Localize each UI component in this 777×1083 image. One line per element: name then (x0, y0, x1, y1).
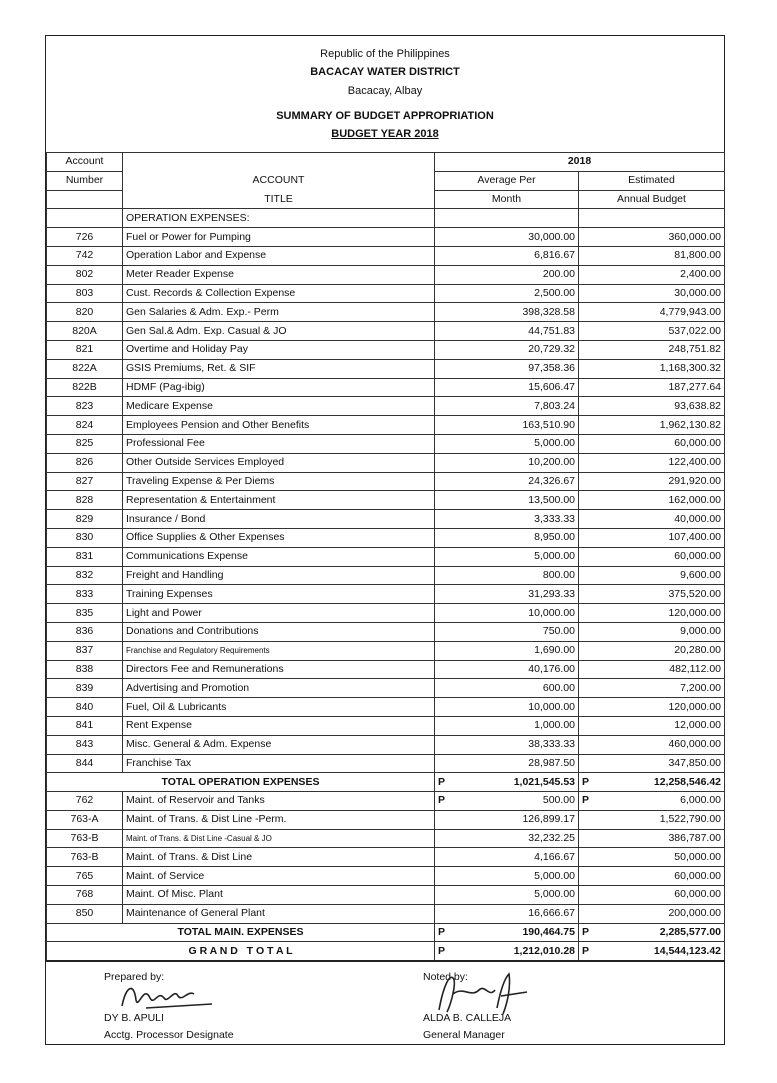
account-number: 828 (47, 491, 123, 510)
average-per-month: 600.00 (542, 681, 575, 694)
account-number: 726 (47, 228, 123, 247)
maintenance-row (47, 886, 725, 905)
budget-table (46, 152, 725, 962)
maintenance-row (47, 810, 725, 829)
annual-budget: 162,000.00 (668, 493, 722, 506)
average-per-month: 163,510.90 (522, 418, 575, 431)
account-title: GSIS Premiums, Ret. & SIF (123, 359, 435, 378)
account-number: 832 (47, 566, 123, 585)
account-number: 831 (47, 547, 123, 566)
annual-budget: 200,000.00 (668, 907, 722, 920)
account-number: 844 (47, 754, 123, 773)
account-title: Other Outside Services Employed (123, 453, 435, 472)
account-number: 840 (47, 698, 123, 717)
annual-budget: 1,962,130.82 (659, 418, 722, 431)
average-per-month: 20,729.32 (528, 343, 575, 356)
account-title: Communications Expense (123, 547, 435, 566)
average-per-month: 40,176.00 (528, 662, 575, 675)
account-title: Franchise Tax (123, 754, 435, 773)
average-per-month: 7,803.24 (534, 399, 575, 412)
account-number: 825 (47, 434, 123, 453)
average-per-month: 31,293.33 (528, 587, 575, 600)
annual-budget: 81,800.00 (674, 249, 722, 262)
account-number: 850 (47, 904, 123, 923)
account-title: Advertising and Promotion (123, 679, 435, 698)
operation-row (47, 472, 725, 491)
average-per-month: 32,232.25 (528, 832, 575, 845)
account-number: 768 (47, 886, 123, 905)
operation-row (47, 228, 725, 247)
prepared-signature-icon (116, 976, 226, 1014)
annual-budget: 291,920.00 (668, 474, 722, 487)
noted-by-label: Noted by: (423, 971, 468, 983)
account-title: Meter Reader Expense (123, 265, 435, 284)
average-per-month: 44,751.83 (528, 324, 575, 337)
annual-budget: 1,168,300.32 (659, 362, 722, 375)
total-maintenance-row-average: 190,464.75 (522, 926, 575, 939)
annual-budget: 12,000.00 (674, 719, 722, 732)
col-header-avg-1: Average Per (435, 171, 579, 190)
header-row-3 (47, 190, 725, 209)
operation-row (47, 679, 725, 698)
total-operation-row-annual: 12,258,546.42 (653, 775, 722, 788)
account-title: Gen Salaries & Adm. Exp.- Perm (123, 303, 435, 322)
annual-budget: 248,751.82 (668, 343, 722, 356)
operation-row (47, 604, 725, 623)
peso-mark: P (582, 775, 590, 788)
operation-row (47, 585, 725, 604)
account-number: 843 (47, 735, 123, 754)
prepared-by-position: Acctg. Processor Designate (104, 1029, 234, 1041)
average-per-month: 10,000.00 (528, 700, 575, 713)
grand-total-row (47, 942, 725, 961)
annual-budget: 187,277.64 (668, 380, 722, 393)
account-number: 820A (47, 322, 123, 341)
col-header-ann-2: Annual Budget (579, 190, 725, 209)
average-per-month: 28,987.50 (528, 756, 575, 769)
operation-row (47, 303, 725, 322)
operation-row (47, 265, 725, 284)
peso-mark: P (438, 926, 446, 939)
noted-by-name: ALDA B. CALLEJA (423, 1012, 512, 1024)
annual-budget: 4,779,943.00 (659, 305, 722, 318)
annual-budget: 386,787.00 (668, 832, 722, 845)
section-heading-row (47, 209, 725, 228)
account-number: 839 (47, 679, 123, 698)
account-number: 765 (47, 867, 123, 886)
maintenance-row (47, 904, 725, 923)
budget-table-body (47, 153, 725, 962)
average-per-month: 126,899.17 (522, 813, 575, 826)
account-title: Maint. of Trans. & Dist Line (123, 848, 435, 867)
account-number: 836 (47, 622, 123, 641)
average-per-month: 398,328.58 (522, 305, 575, 318)
budget-year: BUDGET YEAR 2018 (331, 128, 439, 140)
account-number: 820 (47, 303, 123, 322)
account-title: Maintenance of General Plant (123, 904, 435, 923)
average-per-month: 800.00 (542, 568, 575, 581)
average-per-month: 2,500.00 (534, 286, 575, 299)
operation-row (47, 416, 725, 435)
account-number: 830 (47, 528, 123, 547)
operation-row (47, 378, 725, 397)
maintenance-row (47, 792, 725, 811)
account-number: 838 (47, 660, 123, 679)
annual-budget: 1,522,790.00 (659, 813, 722, 826)
annual-budget: 120,000.00 (668, 700, 722, 713)
operation-row (47, 246, 725, 265)
account-number: 763-B (47, 829, 123, 848)
col-header-title-2: TITLE (123, 190, 435, 209)
account-title: Operation Labor and Expense (123, 246, 435, 265)
annual-budget: 107,400.00 (668, 531, 722, 544)
account-title: Misc. General & Adm. Expense (123, 735, 435, 754)
operation-row (47, 698, 725, 717)
account-number: 742 (47, 246, 123, 265)
operation-row (47, 510, 725, 529)
account-number: 841 (47, 716, 123, 735)
annual-budget: 60,000.00 (674, 888, 722, 901)
annual-budget: 40,000.00 (674, 512, 722, 525)
annual-budget: 93,638.82 (674, 399, 722, 412)
peso-mark: P (582, 944, 590, 957)
account-number: 822B (47, 378, 123, 397)
account-number: 803 (47, 284, 123, 303)
account-number: 821 (47, 340, 123, 359)
account-number: 833 (47, 585, 123, 604)
operation-row (47, 547, 725, 566)
average-per-month: 750.00 (542, 625, 575, 638)
annual-budget: 30,000.00 (674, 286, 722, 299)
operation-row (47, 716, 725, 735)
account-title: Freight and Handling (123, 566, 435, 585)
peso-mark: P (438, 944, 446, 957)
col-header-avg-2: Month (435, 190, 579, 209)
average-per-month: 13,500.00 (528, 493, 575, 506)
noted-by-position: General Manager (423, 1029, 505, 1041)
col-header-account: Account (47, 153, 123, 172)
total-maintenance-row-label: TOTAL MAIN. EXPENSES (47, 923, 435, 942)
account-title: Rent Expense (123, 716, 435, 735)
account-title: Overtime and Holiday Pay (123, 340, 435, 359)
account-title: Cust. Records & Collection Expense (123, 284, 435, 303)
account-title: Light and Power (123, 604, 435, 623)
annual-budget: 60,000.00 (674, 437, 722, 450)
annual-budget: 7,200.00 (680, 681, 722, 694)
account-number: 802 (47, 265, 123, 284)
average-per-month: 1,000.00 (534, 719, 575, 732)
average-per-month: 4,166.67 (534, 850, 575, 863)
account-number: 763-A (47, 810, 123, 829)
noted-signature-icon (431, 968, 541, 1016)
annual-budget: 6,000.00 (680, 794, 722, 807)
average-per-month: 15,606.47 (528, 380, 575, 393)
average-per-month: 8,950.00 (534, 531, 575, 544)
average-per-month: 5,000.00 (534, 550, 575, 563)
peso-mark: P (438, 775, 446, 788)
account-number: 824 (47, 416, 123, 435)
account-title: Maint. of Trans. & Dist Line -Perm. (123, 810, 435, 829)
annual-budget: 537,022.00 (668, 324, 722, 337)
average-per-month: 1,690.00 (534, 644, 575, 657)
average-per-month: 16,666.67 (528, 907, 575, 920)
operation-row (47, 340, 725, 359)
annual-budget: 9,600.00 (680, 568, 722, 581)
account-number: 822A (47, 359, 123, 378)
maintenance-row (47, 848, 725, 867)
organization-name: BACACAY WATER DISTRICT (310, 66, 460, 78)
operation-row (47, 434, 725, 453)
annual-budget: 122,400.00 (668, 456, 722, 469)
account-number: 826 (47, 453, 123, 472)
account-title: Insurance / Bond (123, 510, 435, 529)
annual-budget: 60,000.00 (674, 869, 722, 882)
annual-budget: 360,000.00 (668, 230, 722, 243)
operation-row (47, 566, 725, 585)
account-title: Maint. Of Misc. Plant (123, 886, 435, 905)
document-title: SUMMARY OF BUDGET APPROPRIATION (276, 110, 494, 122)
account-title: Maint. of Trans. & Dist Line -Casual & JO (123, 829, 435, 848)
col-header-number: Number (47, 171, 123, 190)
account-title: Franchise and Regulatory Requirements (123, 641, 435, 660)
col-header-year: 2018 (435, 153, 725, 172)
annual-budget: 460,000.00 (668, 738, 722, 751)
account-title: Representation & Entertainment (123, 491, 435, 510)
account-title: Gen Sal.& Adm. Exp. Casual & JO (123, 322, 435, 341)
annual-budget: 9,000.00 (680, 625, 722, 638)
account-title: Office Supplies & Other Expenses (123, 528, 435, 547)
operation-row (47, 322, 725, 341)
header-line1: Republic of the Philippines (320, 48, 450, 60)
operation-row (47, 660, 725, 679)
account-title: Traveling Expense & Per Diems (123, 472, 435, 491)
operation-row (47, 735, 725, 754)
average-per-month: 10,200.00 (528, 456, 575, 469)
maintenance-row (47, 829, 725, 848)
total-operation-row (47, 773, 725, 792)
total-operation-row-average: 1,021,545.53 (513, 775, 575, 788)
account-number: 829 (47, 510, 123, 529)
average-per-month: 5,000.00 (534, 437, 575, 450)
account-title: Employees Pension and Other Benefits (123, 416, 435, 435)
account-number: 823 (47, 397, 123, 416)
account-number: 827 (47, 472, 123, 491)
peso-mark: P (582, 926, 590, 939)
account-number: 837 (47, 641, 123, 660)
account-title: Fuel or Power for Pumping (123, 228, 435, 247)
annual-budget: 375,520.00 (668, 587, 722, 600)
account-title: Training Expenses (123, 585, 435, 604)
account-number: 763-B (47, 848, 123, 867)
average-per-month: 38,333.33 (528, 738, 575, 751)
col-header-title-1: ACCOUNT (123, 171, 435, 190)
annual-budget: 50,000.00 (674, 850, 722, 863)
annual-budget: 2,400.00 (680, 268, 722, 281)
account-title: Fuel, Oil & Lubricants (123, 698, 435, 717)
average-per-month: 97,358.36 (528, 362, 575, 375)
average-per-month: 500.00 (542, 794, 575, 807)
organization-place: Bacacay, Albay (347, 85, 423, 97)
operation-heading: OPERATION EXPENSES: (123, 209, 435, 228)
grand-total-row-average: 1,212,010.28 (513, 944, 575, 957)
annual-budget: 60,000.00 (674, 550, 722, 563)
account-title: Directors Fee and Remunerations (123, 660, 435, 679)
average-per-month: 5,000.00 (534, 888, 575, 901)
header-row-2 (47, 171, 725, 190)
operation-row (47, 284, 725, 303)
average-per-month: 3,333.33 (534, 512, 575, 525)
operation-row (47, 397, 725, 416)
account-title: Maint. of Service (123, 867, 435, 886)
average-per-month: 5,000.00 (534, 869, 575, 882)
operation-row (47, 491, 725, 510)
annual-budget: 20,280.00 (674, 644, 722, 657)
operation-row (47, 359, 725, 378)
prepared-by-name: DY B. APULI (104, 1012, 164, 1024)
average-per-month: 30,000.00 (528, 230, 575, 243)
grand-total-row-label: G R A N D T O T A L (47, 942, 435, 961)
average-per-month: 24,326.67 (528, 474, 575, 487)
account-title: Maint. of Reservoir and Tanks (123, 792, 435, 811)
average-per-month: 10,000.00 (528, 606, 575, 619)
account-number: 762 (47, 792, 123, 811)
operation-row (47, 641, 725, 660)
average-per-month: 200.00 (542, 268, 575, 281)
account-title: HDMF (Pag-ibig) (123, 378, 435, 397)
peso-mark: P (438, 794, 446, 807)
average-per-month: 6,816.67 (534, 249, 575, 262)
account-number: 835 (47, 604, 123, 623)
peso-mark: P (582, 794, 590, 807)
prepared-by-label: Prepared by: (104, 971, 165, 983)
maintenance-row (47, 867, 725, 886)
total-operation-row-label: TOTAL OPERATION EXPENSES (47, 773, 435, 792)
grand-total-row-annual: 14,544,123.42 (653, 944, 722, 957)
account-title: Medicare Expense (123, 397, 435, 416)
operation-row (47, 453, 725, 472)
header-row-1 (47, 153, 725, 172)
col-header-ann-1: Estimated (579, 171, 725, 190)
operation-row (47, 622, 725, 641)
annual-budget: 120,000.00 (668, 606, 722, 619)
annual-budget: 482,112.00 (669, 662, 722, 675)
account-title: Donations and Contributions (123, 622, 435, 641)
operation-row (47, 528, 725, 547)
total-maintenance-row-annual: 2,285,577.00 (659, 926, 722, 939)
document-page (45, 35, 725, 1045)
operation-row (47, 754, 725, 773)
total-maintenance-row (47, 923, 725, 942)
annual-budget: 347,850.00 (668, 756, 722, 769)
account-title: Professional Fee (123, 434, 435, 453)
